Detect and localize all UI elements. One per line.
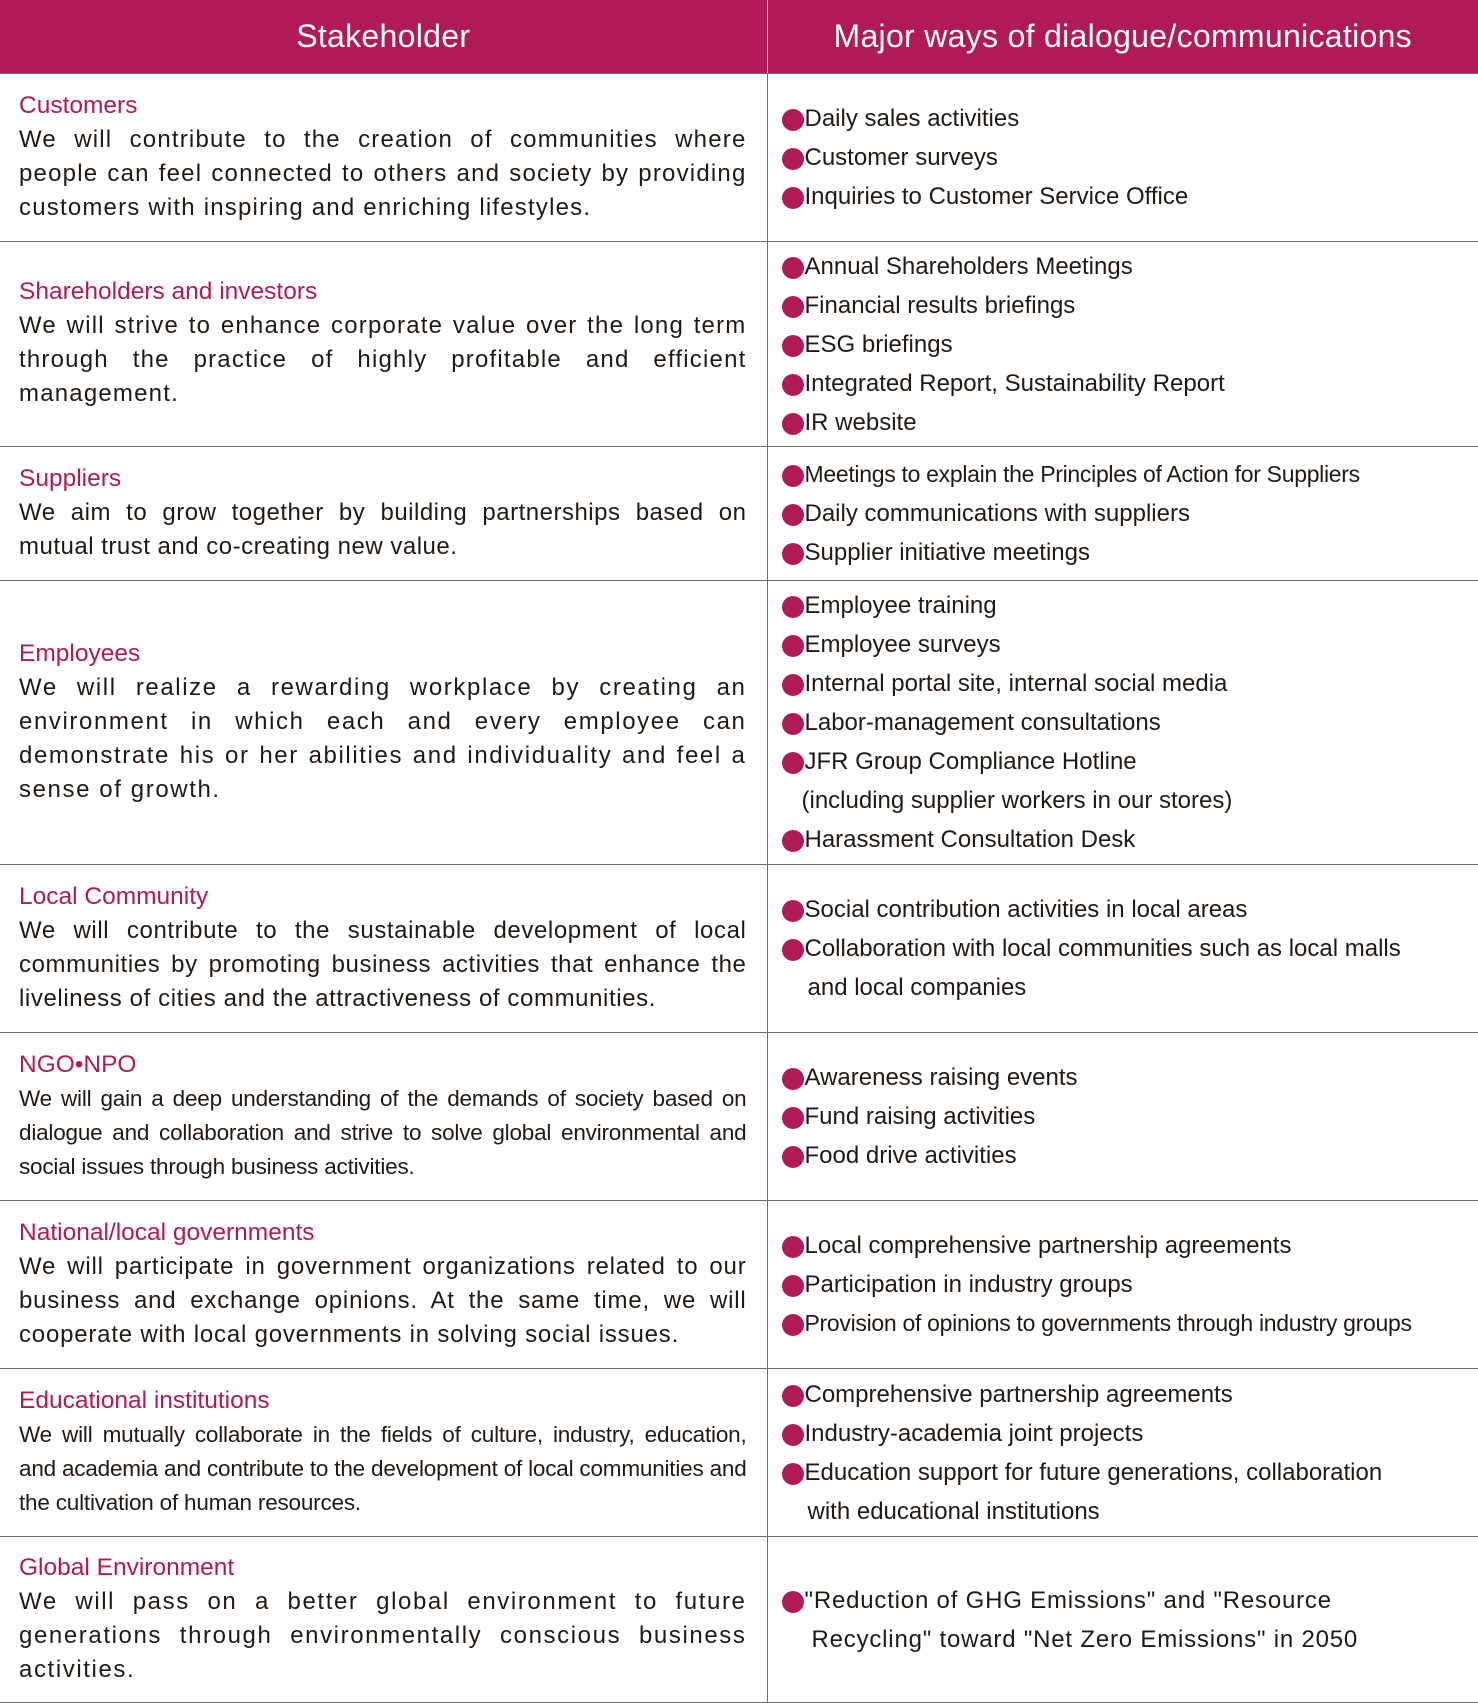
list-item [782,742,1465,781]
table-header-row [0,0,1478,74]
bullet-dot-icon [782,1107,804,1129]
list-item [782,403,1465,442]
list-item [782,586,1465,625]
table-row-local-community [0,865,1478,1033]
list-item [782,1304,1465,1343]
list-item [782,1226,1465,1265]
list-item [782,1058,1465,1097]
header-dialogue: Major ways of dialogue/communications [767,0,1478,74]
item-text: Fund raising activities [804,1103,1036,1130]
stakeholder-cell [0,242,767,447]
bullet-dot-icon [782,148,804,170]
item-text: IR website [804,408,917,436]
item-text: Food drive activities [804,1142,1017,1169]
bullet-dot-icon [782,713,804,735]
list-item [782,99,1465,138]
bullet-dot-icon [782,413,804,435]
list-item [782,247,1465,286]
item-text: Supplier initiative meetings [804,539,1090,566]
bullet-dot-icon [782,674,804,696]
stakeholder-name: NGO•NPO [19,1050,137,1078]
table-row-governments [0,1201,1478,1369]
item-text: Annual Shareholders Meetings [804,252,1133,280]
item-text: JFR Group Compliance Hotline [804,748,1137,775]
stakeholder-name: Educational institutions [19,1386,270,1414]
bullet-dot-icon [782,465,804,487]
list-item [782,664,1465,703]
dialogue-list [782,1581,1465,1659]
stakeholder-description: We will contribute to the sustainable development of local communities by promoting business activities that enhance the liveliness of cities and the attractiveness of communities. [19,916,747,1012]
dialogue-list [782,1058,1465,1175]
item-text: Customer surveys [804,144,998,171]
item-text: Industry-academia joint projects [804,1419,1144,1447]
dialogue-cell [767,447,1478,581]
list-item-continuation [782,968,1465,1007]
item-text: Collaboration with local communities such as local malls [804,935,1401,962]
item-text: Inquiries to Customer Service Office [804,183,1189,210]
list-item [782,625,1465,664]
table-row-educational [0,1369,1478,1537]
item-text: Recycling" toward "Net Zero Emissions" in 2050 [811,1625,1359,1653]
bullet-dot-icon [782,1314,804,1336]
item-text: ESG briefings [804,330,953,358]
item-text: and local companies [807,974,1027,1001]
table-row-shareholders [0,242,1478,447]
bullet-dot-icon [782,939,804,961]
dialogue-list [782,1375,1465,1531]
table-row-suppliers [0,447,1478,581]
bullet-dot-icon [782,635,804,657]
dialogue-cell [767,1369,1478,1537]
stakeholder-description: We will contribute to the creation of communities where people can feel connected to others and society by providing customers with inspiring and enriching lifestyles. [19,125,747,221]
stakeholder-description: We aim to grow together by building partnerships based on mutual trust and co-creating new value. [19,498,747,560]
stakeholder-cell [0,1537,767,1703]
dialogue-cell [767,865,1478,1033]
stakeholder-description: We will realize a rewarding workplace by creating an environment in which each and every employee can demonstrate his or her abilities and individuality and feel a sense of growth. [19,673,747,803]
bullet-dot-icon [782,1385,804,1407]
item-text: Education support for future generations, collaboration [804,1458,1383,1486]
item-text: (including supplier workers in our stores) [801,787,1233,814]
list-item [782,286,1465,325]
item-text: with educational institutions [807,1497,1100,1525]
bullet-dot-icon [782,1236,804,1258]
bullet-dot-icon [782,504,804,526]
bullet-dot-icon [782,1463,804,1485]
list-item [782,1136,1465,1175]
bullet-dot-icon [782,1146,804,1168]
dialogue-list [782,455,1465,572]
stakeholder-cell [0,865,767,1033]
dialogue-list [782,99,1465,216]
bullet-dot-icon [782,543,804,565]
list-item [782,494,1465,533]
item-text: Employee surveys [804,631,1001,658]
list-item [782,455,1465,494]
item-text: Integrated Report, Sustainability Report [804,369,1225,397]
dialogue-cell [767,242,1478,447]
dialogue-cell [767,1537,1478,1703]
dialogue-cell [767,581,1478,865]
stakeholder-description: We will mutually collaborate in the fields of culture, industry, education, and academia and contribute to the development of local communities and the cultivation of human resources. [19,1421,747,1515]
list-item [782,820,1465,859]
list-item-continuation [782,1492,1465,1531]
bullet-dot-icon [782,752,804,774]
bullet-dot-icon [782,296,804,318]
bullet-dot-icon [782,900,804,922]
stakeholder-cell [0,1201,767,1369]
list-item [782,890,1465,929]
stakeholder-cell [0,447,767,581]
list-item [782,929,1465,968]
item-text: Daily communications with suppliers [804,500,1190,527]
list-item [782,177,1465,216]
list-item-continuation [782,1620,1465,1659]
item-text: Employee training [804,592,997,619]
item-text: Harassment Consultation Desk [804,826,1136,853]
stakeholder-description: We will gain a deep understanding of the demands of society based on dialogue and collaboration and strive to solve global environmental and social issues through business activities. [19,1085,747,1179]
list-item [782,1097,1465,1136]
item-text: Participation in industry groups [804,1271,1133,1298]
dialogue-list [782,247,1465,442]
item-text: Provision of opinions to governments through industry groups [804,1310,1412,1336]
bullet-dot-icon [782,596,804,618]
item-text: Awareness raising events [804,1064,1078,1091]
list-item [782,1375,1465,1414]
item-text: Local comprehensive partnership agreements [804,1232,1292,1259]
list-item [782,703,1465,742]
list-item [782,1453,1465,1492]
item-text: Social contribution activities in local areas [804,896,1248,923]
stakeholder-description: We will strive to enhance corporate value over the long term through the practice of highly profitable and efficient management. [19,312,747,407]
list-item [782,364,1465,403]
stakeholder-name: National/local governments [19,1218,315,1246]
bullet-dot-icon [782,1275,804,1297]
list-item [782,533,1465,572]
bullet-dot-icon [782,1068,804,1090]
stakeholder-cell [0,1369,767,1537]
bullet-dot-icon [782,374,804,396]
bullet-dot-icon [782,257,804,279]
item-text: Daily sales activities [804,105,1020,132]
bullet-dot-icon [782,830,804,852]
table-row-customers [0,74,1478,242]
dialogue-cell [767,74,1478,242]
dialogue-cell [767,1201,1478,1369]
dialogue-list [782,1226,1465,1343]
stakeholder-name: Suppliers [19,464,122,492]
bullet-dot-icon [782,187,804,209]
list-item [782,1265,1465,1304]
item-text: Internal portal site, internal social media [804,670,1228,697]
stakeholder-name: Employees [19,639,141,667]
bullet-dot-icon [782,109,804,131]
bullet-dot-icon [782,1424,804,1446]
stakeholder-description: We will pass on a better global environment to future generations through environmentally conscious business activities. [19,1587,747,1683]
list-item [782,325,1465,364]
item-text: "Reduction of GHG Emissions" and "Resource [804,1586,1332,1614]
bullet-dot-icon [782,1591,804,1613]
table-row-ngo-npo [0,1033,1478,1201]
stakeholder-cell [0,581,767,865]
stakeholder-cell [0,74,767,242]
item-text: Financial results briefings [804,291,1076,319]
header-stakeholder: Stakeholder [0,0,767,74]
dialogue-list [782,586,1465,859]
item-text: Comprehensive partnership agreements [804,1380,1233,1408]
stakeholder-description: We will participate in government organizations related to our business and exchange opinions. At the same time, we will cooperate with local governments in solving social issues. [19,1252,747,1348]
stakeholder-name: Customers [19,91,138,119]
table-row-employees [0,581,1478,865]
stakeholder-name: Shareholders and investors [19,278,318,305]
item-text: Labor-management consultations [804,709,1161,736]
dialogue-list [782,890,1465,1007]
stakeholder-name: Global Environment [19,1553,235,1581]
list-item [782,138,1465,177]
list-item [782,1581,1465,1620]
table-row-global-environment [0,1537,1478,1703]
dialogue-cell [767,1033,1478,1201]
stakeholder-cell [0,1033,767,1201]
list-item [782,1414,1465,1453]
item-text: Meetings to explain the Principles of Action for Suppliers [804,461,1360,487]
list-item-continuation [782,781,1465,820]
stakeholder-name: Local Community [19,882,209,910]
bullet-dot-icon [782,335,804,357]
